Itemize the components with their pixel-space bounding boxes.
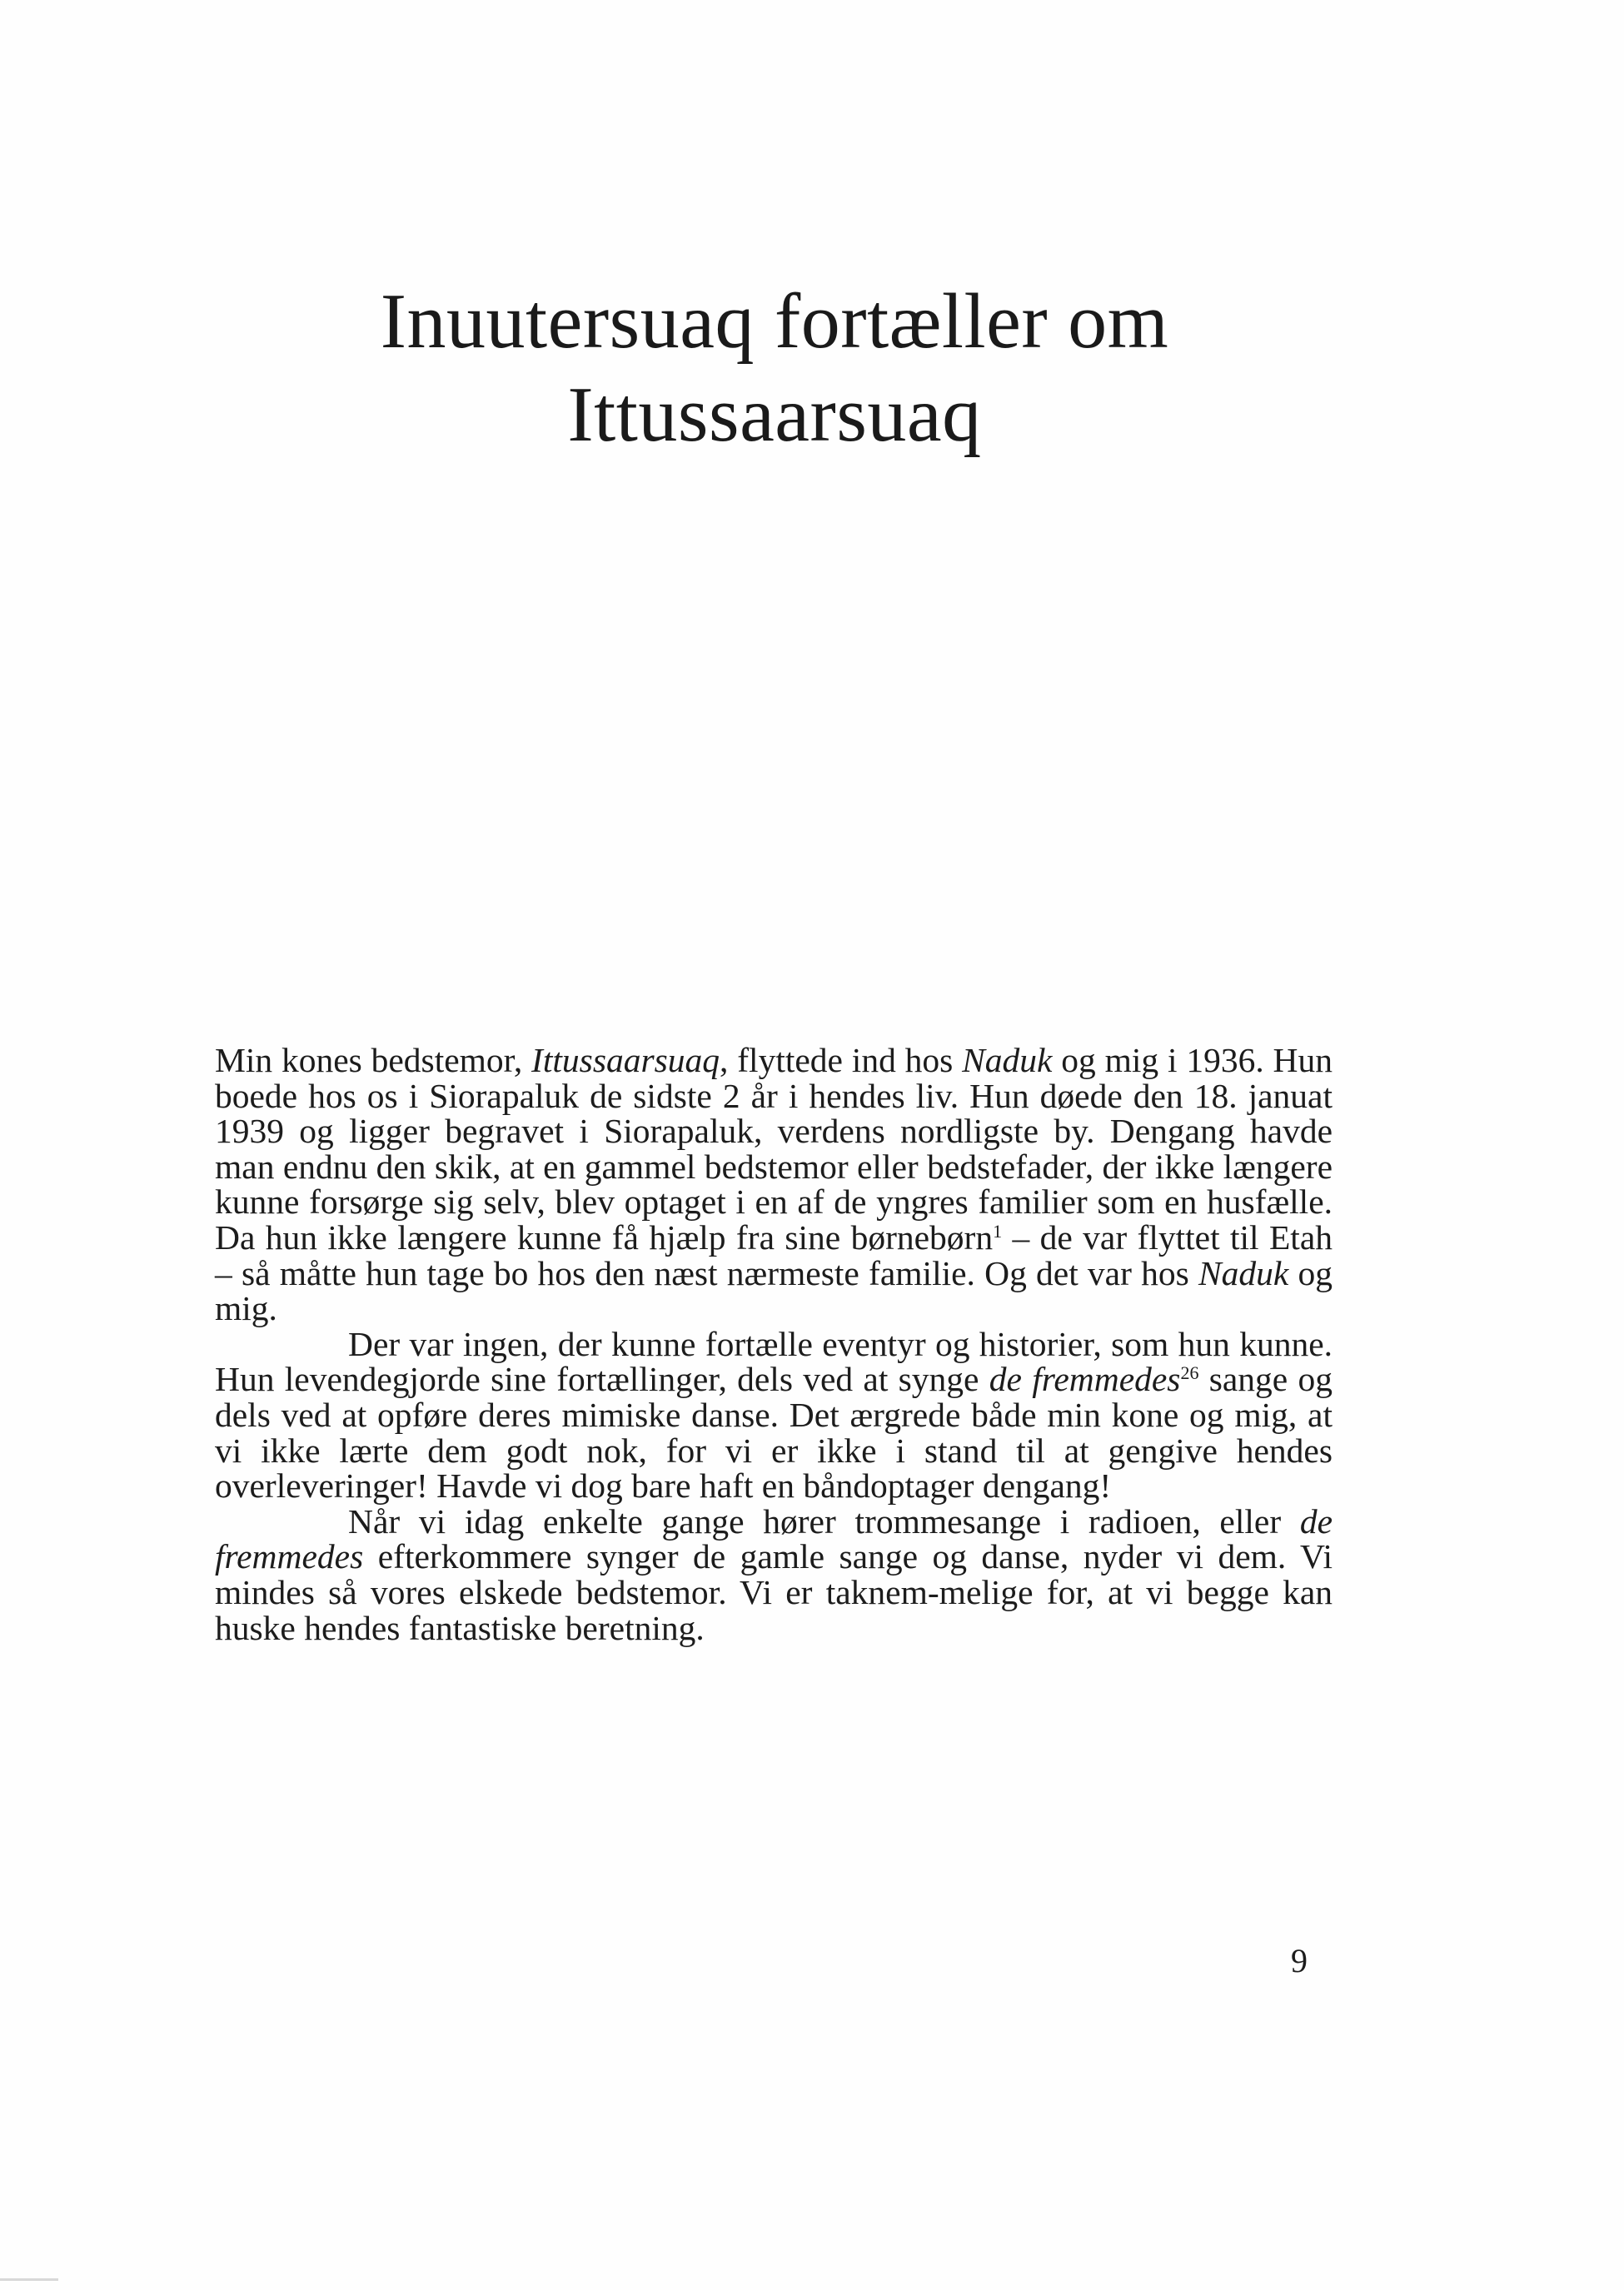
paragraph-3 [215,1501,1333,1647]
chapter-title-line-1: Inuutersuaq fortæller om [380,278,1169,365]
footnote-ref[interactable]: 26 [1180,1362,1199,1384]
text-segment: og mig. [215,1253,1333,1328]
italic-term-de-fremmedes: de fremmedes [215,1501,1333,1576]
footnote-ref[interactable]: 1 [993,1220,1003,1242]
paragraph-1 [215,1043,1333,1327]
text-segment: Når vi idag enkelte gange hører trommesange i radioen, eller [348,1501,1300,1541]
chapter-title [316,275,1233,461]
text-segment: – de var flyttet til Etah – så måtte hun tage bo hos den næst nærmeste familie. Og det var hos [215,1217,1333,1292]
text-segment: Der var ingen, der kunne fortælle eventyr og historier, som hun kunne. Hun levendegjorde sine fortællinger, dels ved at synge [215,1324,1333,1399]
page-number: 9 [1291,1942,1308,1979]
text-segment: Min kones bedstemor, [215,1041,532,1079]
text-segment: sange og dels ved at opføre deres mimiske danse. Det ærgrede både min kone og mig, at vi ikke lærte dem godt nok, for vi er ikke i stand til at gengive hendes overleveringer! Havde vi dog bare haft en båndoptager dengang! [215,1360,1333,1506]
chapter-title-line-2: Ittussaarsuaq [567,371,982,458]
italic-term-de-fremmedes: de fremmedes [989,1360,1181,1399]
text-segment: , flyttede ind hos [720,1041,963,1079]
italic-name-naduk: Naduk [962,1041,1053,1079]
italic-name-naduk: Naduk [1198,1253,1289,1292]
text-segment: efterkommere synger de gamle sange og danse, nyder vi dem. Vi mindes så vores elskede bedstemor. Vi er taknem-melige for, at vi begge kan huske hendes fantastiske beretning. [215,1537,1333,1647]
text-segment: og mig i 1936. Hun boede hos os i Siorapaluk de sidste 2 år i hendes liv. Hun døede den 18. januat 1939 og ligger begravet i Siorapaluk, verdens nordligste by. Dengang havde man endnu den skik, at en gammel bedstemor eller bedstefader, der ikke længere kunne forsørge sig selv, blev optaget i en af de yngres familier som en husfælle. Da hun ikke længere kunne få hjælp fra sine børnebørn [215,1041,1333,1257]
paragraph-2 [215,1324,1333,1506]
body-text [215,1043,1333,1645]
italic-name-ittussaarsuaq: Ittussaarsuaq [531,1041,720,1079]
scan-edge-mark [0,2278,58,2281]
